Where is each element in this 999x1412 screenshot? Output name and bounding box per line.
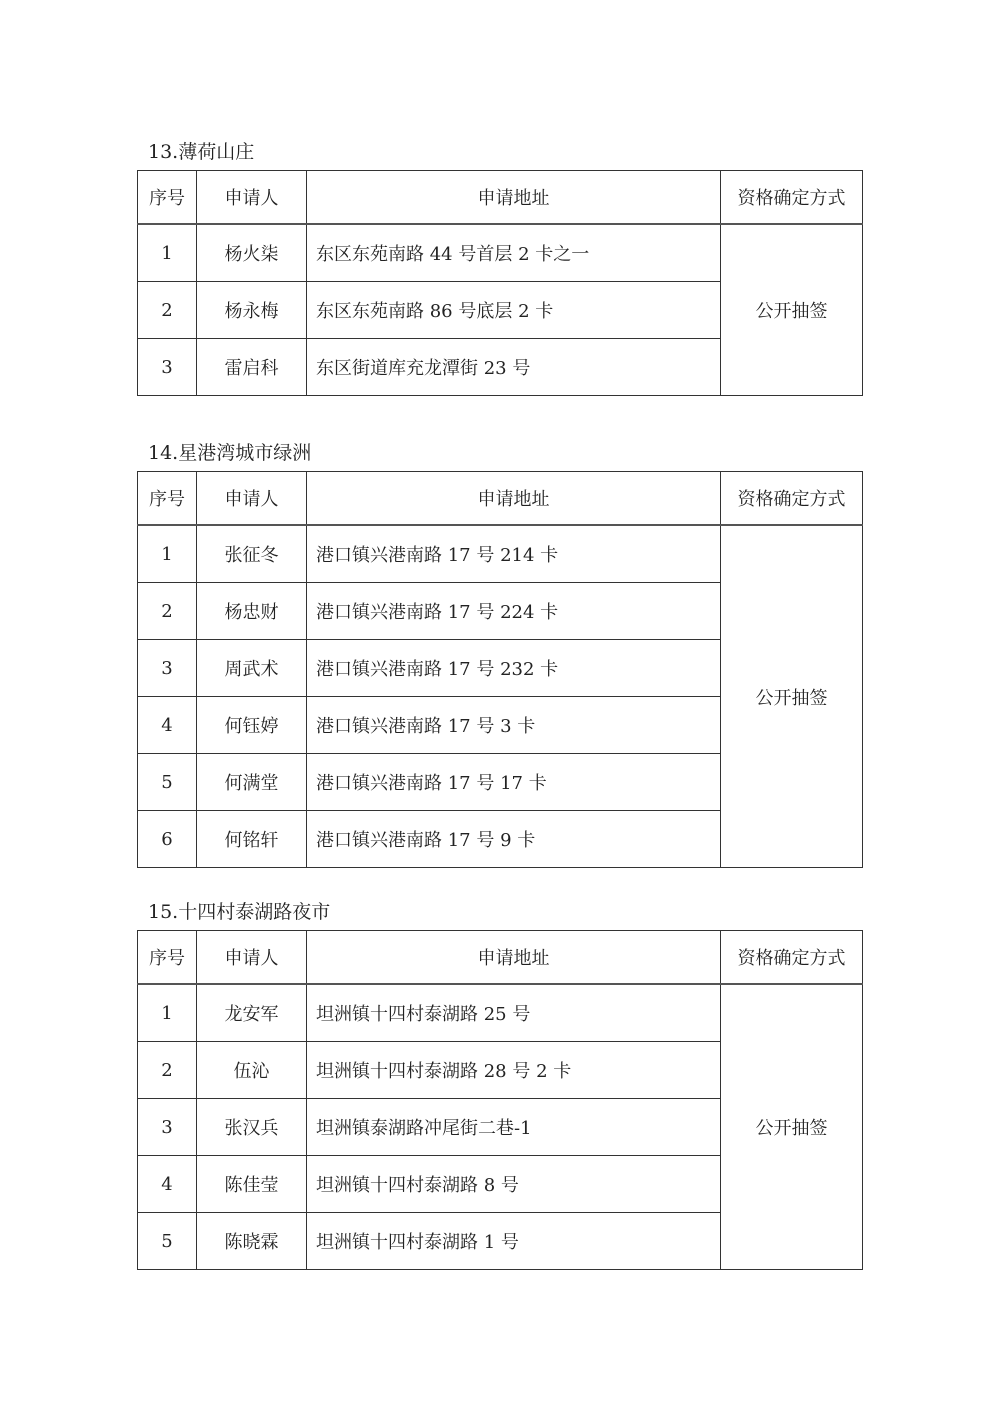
row-seq: 1 xyxy=(138,984,197,1042)
section-title: 15.十四村泰湖路夜市 xyxy=(148,901,331,923)
row-address: 坦洲镇十四村泰湖路 8 号 xyxy=(307,1156,721,1213)
row-applicant: 何铭轩 xyxy=(197,811,307,868)
header-seq: 序号 xyxy=(138,472,197,526)
row-address: 港口镇兴港南路 17 号 17 卡 xyxy=(307,754,721,811)
row-address: 港口镇兴港南路 17 号 9 卡 xyxy=(307,811,721,868)
row-address: 港口镇兴港南路 17 号 232 卡 xyxy=(307,640,721,697)
header-method: 资格确定方式 xyxy=(721,472,863,526)
row-seq: 2 xyxy=(138,282,197,339)
row-address: 坦洲镇十四村泰湖路 25 号 xyxy=(307,984,721,1042)
row-address: 东区东苑南路 44 号首层 2 卡之一 xyxy=(307,224,721,282)
header-address: 申请地址 xyxy=(307,931,721,985)
table-row xyxy=(138,224,863,282)
row-address: 港口镇兴港南路 17 号 224 卡 xyxy=(307,583,721,640)
row-applicant: 何钰婷 xyxy=(197,697,307,754)
row-address: 港口镇兴港南路 17 号 3 卡 xyxy=(307,697,721,754)
row-seq: 4 xyxy=(138,1156,197,1213)
header-address: 申请地址 xyxy=(307,171,721,225)
section-title: 13.薄荷山庄 xyxy=(148,141,255,163)
row-seq: 5 xyxy=(138,1213,197,1270)
row-applicant: 杨火柒 xyxy=(197,224,307,282)
table-header-row xyxy=(138,472,863,526)
row-seq: 5 xyxy=(138,754,197,811)
row-applicant: 杨忠财 xyxy=(197,583,307,640)
row-seq: 1 xyxy=(138,224,197,282)
row-applicant: 雷启科 xyxy=(197,339,307,396)
table-row xyxy=(138,984,863,1042)
table-header-row xyxy=(138,931,863,985)
header-applicant: 申请人 xyxy=(197,931,307,985)
row-seq: 2 xyxy=(138,583,197,640)
row-method: 公开抽签 xyxy=(721,984,863,1270)
row-seq: 3 xyxy=(138,1099,197,1156)
row-applicant: 张汉兵 xyxy=(197,1099,307,1156)
row-applicant: 龙安军 xyxy=(197,984,307,1042)
row-seq: 2 xyxy=(138,1042,197,1099)
row-method: 公开抽签 xyxy=(721,224,863,396)
row-seq: 6 xyxy=(138,811,197,868)
applicant-table xyxy=(137,471,863,868)
header-applicant: 申请人 xyxy=(197,171,307,225)
header-method: 资格确定方式 xyxy=(721,171,863,225)
row-applicant: 何满堂 xyxy=(197,754,307,811)
row-applicant: 陈佳莹 xyxy=(197,1156,307,1213)
row-applicant: 杨永梅 xyxy=(197,282,307,339)
row-address: 坦洲镇十四村泰湖路 28 号 2 卡 xyxy=(307,1042,721,1099)
table-row xyxy=(138,525,863,583)
row-seq: 3 xyxy=(138,640,197,697)
header-applicant: 申请人 xyxy=(197,472,307,526)
header-seq: 序号 xyxy=(138,931,197,985)
row-seq: 1 xyxy=(138,525,197,583)
row-address: 东区街道库充龙潭街 23 号 xyxy=(307,339,721,396)
row-address: 坦洲镇泰湖路冲尾街二巷-1 xyxy=(307,1099,721,1156)
section-title: 14.星港湾城市绿洲 xyxy=(148,442,312,464)
row-applicant: 张征冬 xyxy=(197,525,307,583)
applicant-table xyxy=(137,930,863,1270)
header-method: 资格确定方式 xyxy=(721,931,863,985)
row-applicant: 伍沁 xyxy=(197,1042,307,1099)
applicant-table xyxy=(137,170,863,396)
row-seq: 3 xyxy=(138,339,197,396)
row-applicant: 陈晓霖 xyxy=(197,1213,307,1270)
header-seq: 序号 xyxy=(138,171,197,225)
row-address: 坦洲镇十四村泰湖路 1 号 xyxy=(307,1213,721,1270)
row-applicant: 周武术 xyxy=(197,640,307,697)
row-method: 公开抽签 xyxy=(721,525,863,868)
header-address: 申请地址 xyxy=(307,472,721,526)
row-address: 港口镇兴港南路 17 号 214 卡 xyxy=(307,525,721,583)
row-address: 东区东苑南路 86 号底层 2 卡 xyxy=(307,282,721,339)
table-header-row xyxy=(138,171,863,225)
row-seq: 4 xyxy=(138,697,197,754)
